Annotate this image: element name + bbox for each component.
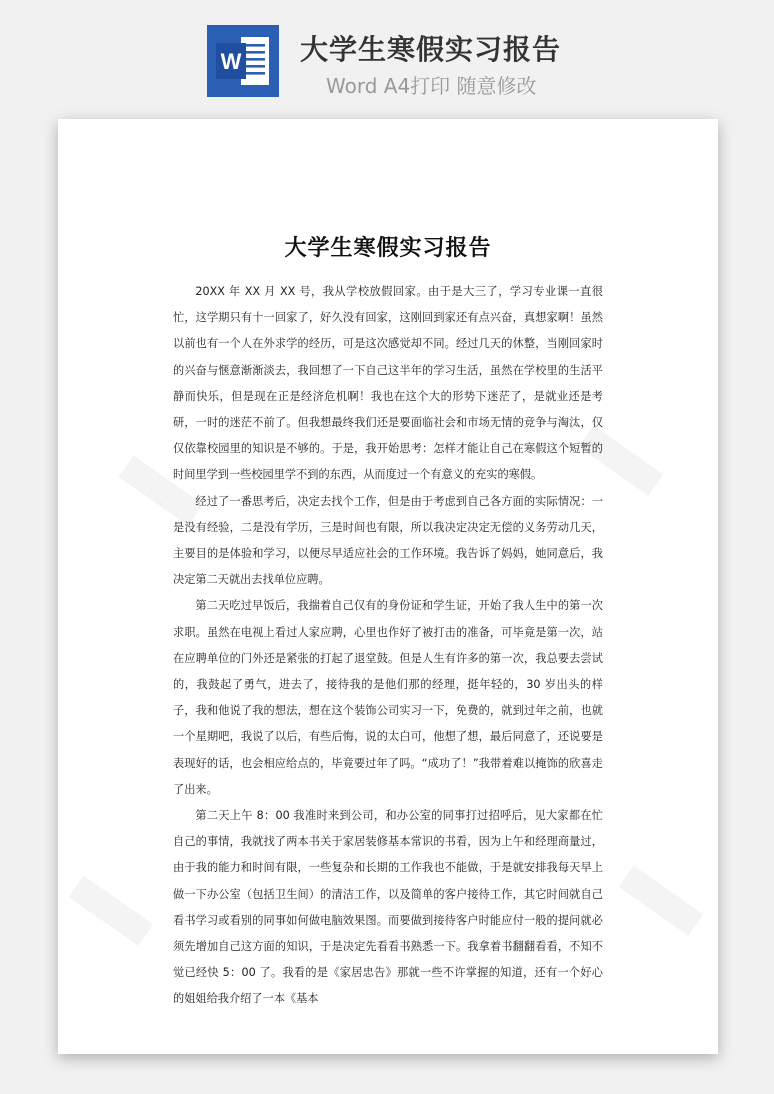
header-subtitle: Word A4打印 随意修改 — [326, 74, 537, 98]
watermark — [68, 877, 152, 946]
paragraph: 第二天吃过早饭后，我揣着自己仅有的身份证和学生证，开始了我人生中的第一次求职。虽然在电视上看过人家应聘，心里也作好了被打击的准备，可毕竟是第一次，站在应聘单位的门外还是紧张的打起了退堂鼓。但是人生有许多的第一次，我总要去尝试的，我鼓起了勇气，进去了，接待我的是他们那的经理，挺年轻的，30 岁出头的样子，我和他说了我的想法，想在这个装饰公司实习一下，免费的，就到过年之前，也就一个星期吧，我说了以后，有些后悔，说的太白可，他想了想，最后同意了，还说要是表现好的话，也会相应给点的，毕竟要过年了吗。“成功了！”我带着难以掩饰的欣喜走了出来。 — [173, 599, 603, 796]
watermark — [618, 867, 702, 936]
page-header — [0, 0, 774, 110]
document-body — [173, 279, 603, 1013]
word-icon-letter: W — [220, 49, 242, 74]
paragraph: 经过了一番思考后，决定去找个工作，但是由于考虑到自己各方面的实际情况：一是没有经验，二是没有学历，三是时间也有限，所以我决定决定无偿的义务劳动几天，主要目的是体验和学习，以便尽早适应社会的工作环境。我告诉了妈妈，她同意后，我决定第二天就出去找单位应聘。 — [173, 494, 603, 587]
document-title: 大学生寒假实习报告 — [284, 236, 492, 261]
document-page — [58, 119, 718, 1054]
header-title: 大学生寒假实习报告 — [300, 33, 562, 66]
word-document-icon — [207, 25, 279, 97]
paragraph: 第二天上午 8：00 我准时来到公司，和办公室的同事打过招呼后，见大家都在忙自己的事情，我就找了两本书关于家居装修基本常识的书看，因为上午和经理商量过，由于我的能力和时间有限，一些复杂和长期的工作我也不能做，于是就安排我每天早上做一下办公室（包括卫生间）的清洁工作，以及简单的客户接待工作，其它时间就自己看书学习或看别的同事如何做电脑效果图。而要做到接待客户时能应付一般的提问就必须先增加自己这方面的知识，于是决定先看看书熟悉一下。我拿着书翻翻看看，不知不觉已经快 5：00 了。我看的是《家居忠告》那就一些不许掌握的知道，还有一个好心的姐姐给我介绍了一本《基本 — [173, 809, 603, 1006]
paragraph: 20XX 年 XX 月 XX 号，我从学校放假回家。由于是大三了，学习专业课一直很忙，这学期只有十一回家了，好久没有回家，这刚回到家还有点兴奋，真想家啊！虽然以前也有一个人在外求学的经历，可是这次感觉却不同。经过几天的休整，当刚回家时的兴奋与惬意渐渐淡去，我回想了一下自己这半年的学习生活，虽然在学校里的生活平静而快乐，但是现在正是经济危机啊！我也在这个大的形势下迷茫了，是就业还是考研，一时的迷茫不前了。但我想最终我们还是要面临社会和市场无情的竞争与淘汰，仅仅依靠校园里的知识是不够的。于是，我开始思考：怎样才能让自己在寒假这个短暂的时间里学到一些校园里学不到的东西，从而度过一个有意义的充实的寒假。 — [173, 285, 603, 482]
